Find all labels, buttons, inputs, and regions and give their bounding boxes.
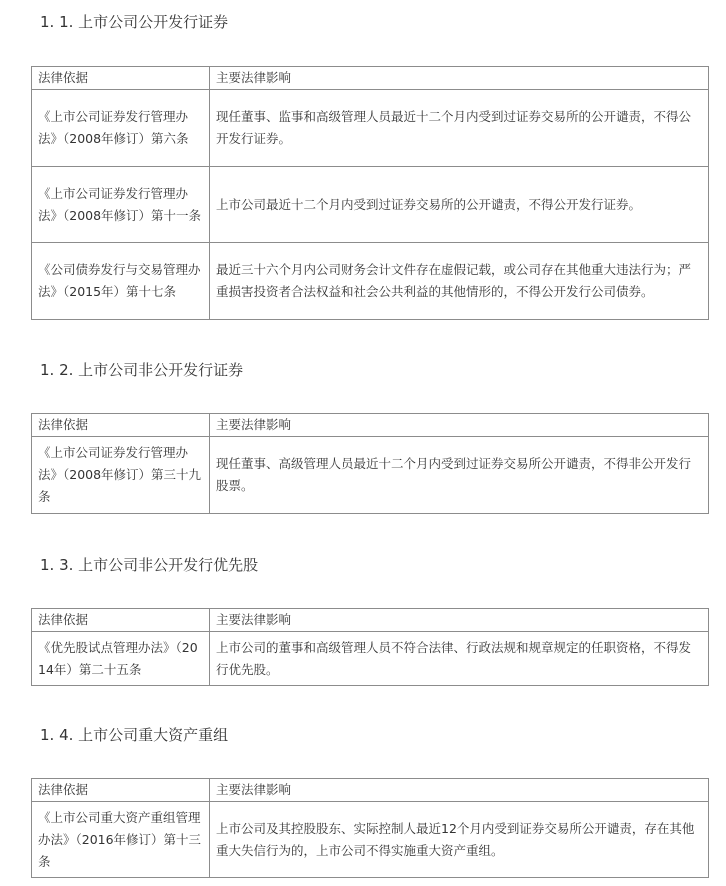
table-row <box>32 802 709 878</box>
basis-cell: 《公司债券发行与交易管理办法》（2015年）第十七条 <box>32 243 210 320</box>
law-table <box>31 66 709 320</box>
column-header-basis: 法律依据 <box>32 779 210 802</box>
impact-cell: 上市公司最近十二个月内受到过证券交易所的公开谴责，不得公开发行证券。 <box>210 167 709 243</box>
basis-cell: 《优先股试点管理办法》（2014年）第二十五条 <box>32 632 210 686</box>
table-row <box>32 90 709 167</box>
law-table <box>31 413 709 514</box>
section-heading: 1. 3. 上市公司非公开发行优先股 <box>40 556 259 574</box>
impact-cell: 现任董事、高级管理人员最近十二个月内受到过证券交易所公开谴责，不得非公开发行股票。 <box>210 437 709 514</box>
column-header-basis: 法律依据 <box>32 609 210 632</box>
table-header-row <box>32 609 709 632</box>
column-header-basis: 法律依据 <box>32 414 210 437</box>
table-header-row <box>32 779 709 802</box>
table-row <box>32 632 709 686</box>
impact-cell: 上市公司的董事和高级管理人员不符合法律、行政法规和规章规定的任职资格，不得发行优先股。 <box>210 632 709 686</box>
impact-cell: 最近三十六个月内公司财务会计文件存在虚假记载，或公司存在其他重大违法行为；严重损害投资者合法权益和社会公共利益的其他情形的，不得公开发行公司债券。 <box>210 243 709 320</box>
impact-cell: 上市公司及其控股股东、实际控制人最近12个月内受到证券交易所公开谴责，存在其他重大失信行为的，上市公司不得实施重大资产重组。 <box>210 802 709 878</box>
table-header-row <box>32 414 709 437</box>
table-row <box>32 437 709 514</box>
basis-cell: 《上市公司证券发行管理办法》（2008年修订）第十一条 <box>32 167 210 243</box>
law-table <box>31 778 709 878</box>
table-row <box>32 243 709 320</box>
column-header-impact: 主要法律影响 <box>210 779 709 802</box>
basis-cell: 《上市公司证券发行管理办法》（2008年修订）第三十九条 <box>32 437 210 514</box>
column-header-impact: 主要法律影响 <box>210 414 709 437</box>
impact-cell: 现任董事、监事和高级管理人员最近十二个月内受到过证券交易所的公开谴责，不得公开发行证券。 <box>210 90 709 167</box>
table-row <box>32 167 709 243</box>
column-header-impact: 主要法律影响 <box>210 609 709 632</box>
column-header-basis: 法律依据 <box>32 67 210 90</box>
basis-cell: 《上市公司重大资产重组管理办法》（2016年修订）第十三条 <box>32 802 210 878</box>
section-heading: 1. 1. 上市公司公开发行证券 <box>40 13 229 31</box>
basis-cell: 《上市公司证券发行管理办法》（2008年修订）第六条 <box>32 90 210 167</box>
column-header-impact: 主要法律影响 <box>210 67 709 90</box>
section-heading: 1. 4. 上市公司重大资产重组 <box>40 726 229 744</box>
section-heading: 1. 2. 上市公司非公开发行证券 <box>40 361 244 379</box>
law-table <box>31 608 709 686</box>
table-header-row <box>32 67 709 90</box>
